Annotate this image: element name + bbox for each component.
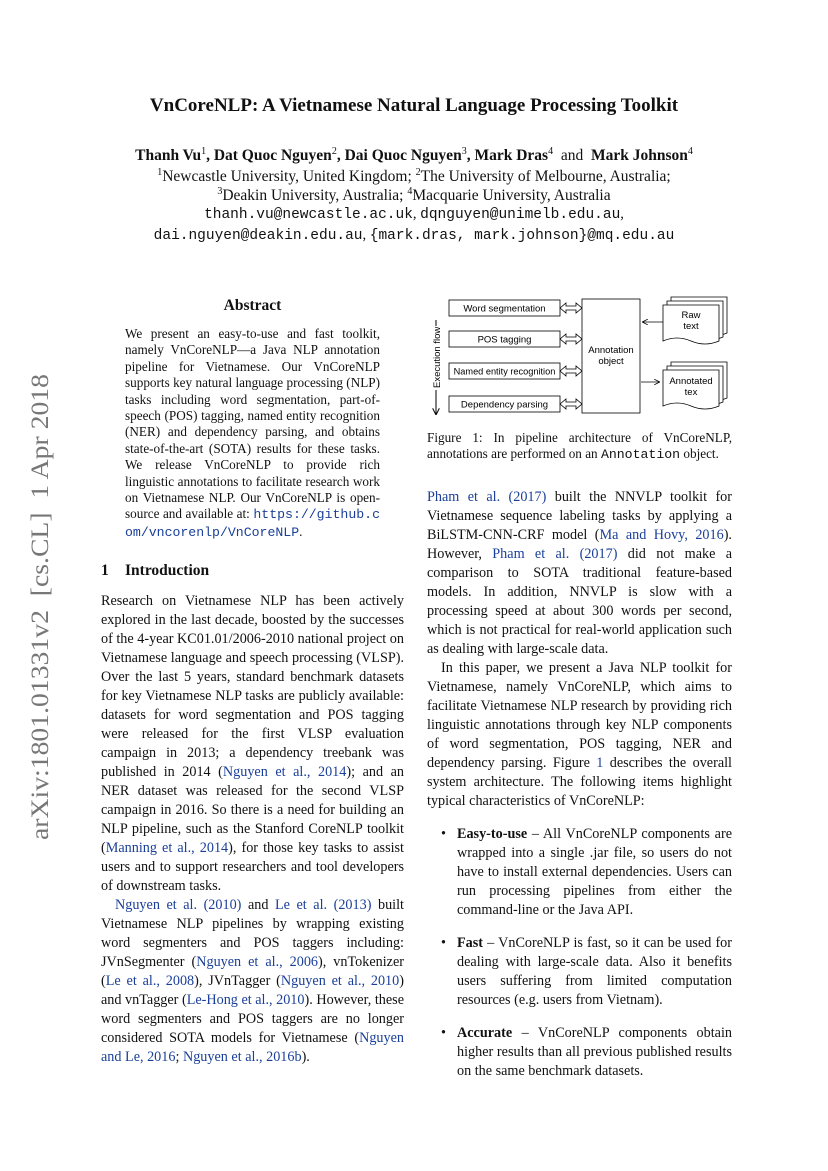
affiliation: The University of Melbourne, Australia; [420,168,671,185]
text: ). [301,1049,310,1066]
author-affil-sup: 4 [687,146,693,157]
text: ); and an NER dataset was released for the second VLSP campaign in 2016. So there is a need for building an NLP pipeline, such as the Stanford CoreNLP toolkit ( [101,764,404,857]
text: and [241,897,275,914]
citation-link[interactable]: Ma and Hovy, 2016 [599,526,724,543]
figure-1-pipeline-diagram [427,296,732,418]
feature-item-fast [427,934,732,1010]
feature-text: – All VnCoreNLP components are wrapped into a single .jar file, so users do not have to install external dependencies. Users can run processing pipelines from either the command-line or the Java API. [457,825,732,918]
task-box-word-segmentation [449,300,560,316]
task-box-named-entity-recognition [449,363,560,379]
feature-item-easy-to-use [427,825,732,920]
arxiv-stamp-text: arXiv:1801.01331v2 [cs.CL] 1 Apr 2018 [25,410,54,840]
text: ), for those key tasks to assist users and to support researchers and tool developers of downstream tasks. [101,840,404,895]
text: ), JVnTagger ( [194,973,281,990]
task-box-label: Word segmentation [463,303,546,315]
figure-reference-link[interactable]: 1 [596,754,604,771]
feature-term: Easy-to-use [457,825,528,842]
text: did not make a comparison to SOTA traditional feature-based models. In addition, NNVLP is slow with a processing speed at about 300 words per second, which is not practical for real-world application such as dealing with large-scale data. [427,545,732,657]
email-separator: , [412,206,421,222]
email-separator: , [362,227,370,243]
arxiv-side-stamp [14,372,58,842]
raw-text-label: text [683,321,699,332]
section-heading-introduction [101,561,404,580]
affil-sup: 4 [407,186,413,197]
author-affil-sup: 3 [461,146,467,157]
annotation-object-label: Annotation [588,345,634,356]
annotation-object-box [582,299,640,413]
right-paragraph-1 [427,488,732,659]
feature-item-accurate [427,1024,732,1081]
author-name: Dat Quoc Nguyen [213,147,332,164]
task-box-dependency-parsing [449,396,560,412]
email: {mark.dras, mark.johnson}@mq.edu.au [369,228,675,244]
affiliation: Macquarie University, Australia [412,187,611,204]
right-paragraph-2 [427,659,732,811]
affil-sup: 2 [415,167,421,178]
email: dqnguyen@unimelb.edu.au [420,207,621,223]
citation-link[interactable]: Nguyen et al., 2006 [196,954,319,971]
annotation-object-label: object [598,356,624,367]
text: ). However, [427,526,732,562]
paper-title: VnCoreNLP: A Vietnamese Natural Language Processing Toolkit [149,95,679,116]
email: thanh.vu@newcastle.ac.uk [204,207,413,223]
text: ; [175,1049,183,1066]
author-affil-sup: 2 [331,146,337,157]
execution-flow-label: Execution flow [432,326,443,388]
citation-link[interactable]: Nguyen et al., 2010 [280,973,400,990]
bullet: • [441,934,446,951]
text: ), vnTokenizer ( [101,954,404,990]
bullet: • [441,1024,446,1041]
email-line-1 [0,206,828,223]
citation-link[interactable]: Le-Hong et al., 2010 [186,992,305,1009]
affiliation: Deakin University, Australia; [222,187,408,204]
abstract-body [101,326,404,541]
affiliation-line-2 [0,186,828,205]
author-affil-sup: 4 [548,146,554,157]
email: dai.nguyen@deakin.edu.au [153,228,363,244]
author-name: Mark Dras [474,147,549,164]
citation-link[interactable]: Pham et al. (2017) [427,488,547,505]
feature-term: Fast [457,934,484,951]
citation-link[interactable]: Nguyen et al., 2016b [182,1049,302,1066]
feature-text: – VnCoreNLP components obtain higher results than all previous published results on the same benchmark datasets. [457,1024,732,1079]
annotated-text-label: tex [684,387,698,398]
task-box-label: POS tagging [477,334,532,346]
caption-text: Figure 1: In pipeline architecture of VnCoreNLP, annotations are performed on an [427,430,732,462]
citation-link[interactable]: Nguyen and Le, 2016 [101,1030,404,1066]
task-box-label: Dependency parsing [460,399,549,411]
bullet: • [441,825,446,842]
citation-link[interactable]: Nguyen et al., 2014 [222,764,347,781]
citation-link[interactable]: Nguyen et al. (2010) [115,897,242,914]
intro-paragraph-2 [101,896,404,1067]
caption-code: Annotation [600,447,681,463]
feature-text: – VnCoreNLP is fast, so it can be used for dealing with large-scale data. Also it benefits users suffering from limited computation resources (e.g. users from Vietnam). [457,934,732,1008]
feature-list [427,825,732,1081]
feature-term: Accurate [457,1024,513,1041]
email-separator: , [620,206,624,222]
section-title: Introduction [125,562,210,580]
text: built the NNVLP toolkit for Vietnamese sequence labeling tasks by applying a BiLSTM-CNN-CRF model ( [427,488,732,543]
annotated-text-label: Annotated [669,376,713,387]
text: In this paper, we present a Java NLP toolkit for Vietnamese, namely VnCoreNLP, which aims to facilitate Vietnamese NLP research by providing rich linguistic annotations through key NLP components of word segmentation, POS tagging, NER and dependency parsing. Figure [427,659,732,771]
author-name: Thanh Vu [135,147,202,164]
abstract-end: . [299,523,303,539]
right-column [427,296,732,1095]
author-conjunction: and [560,147,584,164]
text: ). However, these word segmenters and POS taggers are no longer considered SOTA models for Vietnamese ( [101,992,404,1047]
left-column [101,296,404,1067]
citation-link[interactable]: Le et al., 2008 [105,973,195,990]
text: Research on Vietnamese NLP has been actively explored in the last decade, boosted by the successes of the 4-year KC01.01/2006-2010 national project on Vietnamese language and speech processing (VLSP). Over the last 5 years, standard benchmark datasets for key Vietnamese NLP tasks are publicly available: datasets for word segmentation and POS tagging were released for the first VLSP evaluation campaign in 2013; a dependency treebank was published in 2014 ( [101,593,404,781]
author-list: Thanh Vu$^1$, Dat Quoc Nguyen$^2$, Dai Quoc Nguyen$^3$, Mark Dras$^4$ and Mark Johnson$^4$ [135,146,693,164]
citation-link[interactable]: Le et al. (2013) [274,897,372,914]
citation-link[interactable]: Pham et al. (2017) [492,545,618,562]
figure-1-caption [427,430,732,464]
text: built Vietnamese NLP pipelines by wrapping existing word segmenters and POS taggers including: JVnSegmenter ( [101,897,404,971]
repository-link[interactable]: https://github.com/vncorenlp/VnCoreNLP [125,507,380,540]
citation-link[interactable]: Manning et al., 2014 [105,840,229,857]
text: describes the overall system architecture. The following items highlight typical characteristics of VnCoreNLP: [427,754,732,809]
email-line-2 [0,227,828,244]
intro-paragraph-1 [101,592,404,896]
double-arrow-connectors [560,303,582,409]
affil-sup: 1 [157,167,163,178]
affiliation: Newcastle University, United Kingdom; [162,168,416,185]
section-number: 1 [101,562,109,580]
task-box-pos-tagging [449,331,560,347]
abstract-text: We present an easy-to-use and fast toolkit, namely VnCoreNLP—a Java NLP annotation pipeline for Vietnamese. Our VnCoreNLP supports key natural language processing (NLP) tasks including word segmentation, part-of-speech (POS) tagging, named entity recognition (NER) and dependency parsing, and obtains state-of-the-art (SOTA) results for these tasks. We release VnCoreNLP to provide rich linguistic annotations to facilitate research work on Vietnamese NLP. Our VnCoreNLP is open-source and available at: [125,326,380,522]
author-name: Dai Quoc Nguyen [344,147,462,164]
author-name: Mark Johnson [590,147,688,164]
task-box-label: Named entity recognition [453,366,556,377]
text: ) and vnTagger ( [101,973,404,1009]
author-affil-sup: 1 [201,146,207,157]
affiliation-line-1 [0,167,828,186]
abstract-heading: Abstract [223,297,282,314]
raw-text-label: Raw [681,310,701,321]
caption-text: object. [680,446,719,462]
affil-sup: 3 [217,186,223,197]
